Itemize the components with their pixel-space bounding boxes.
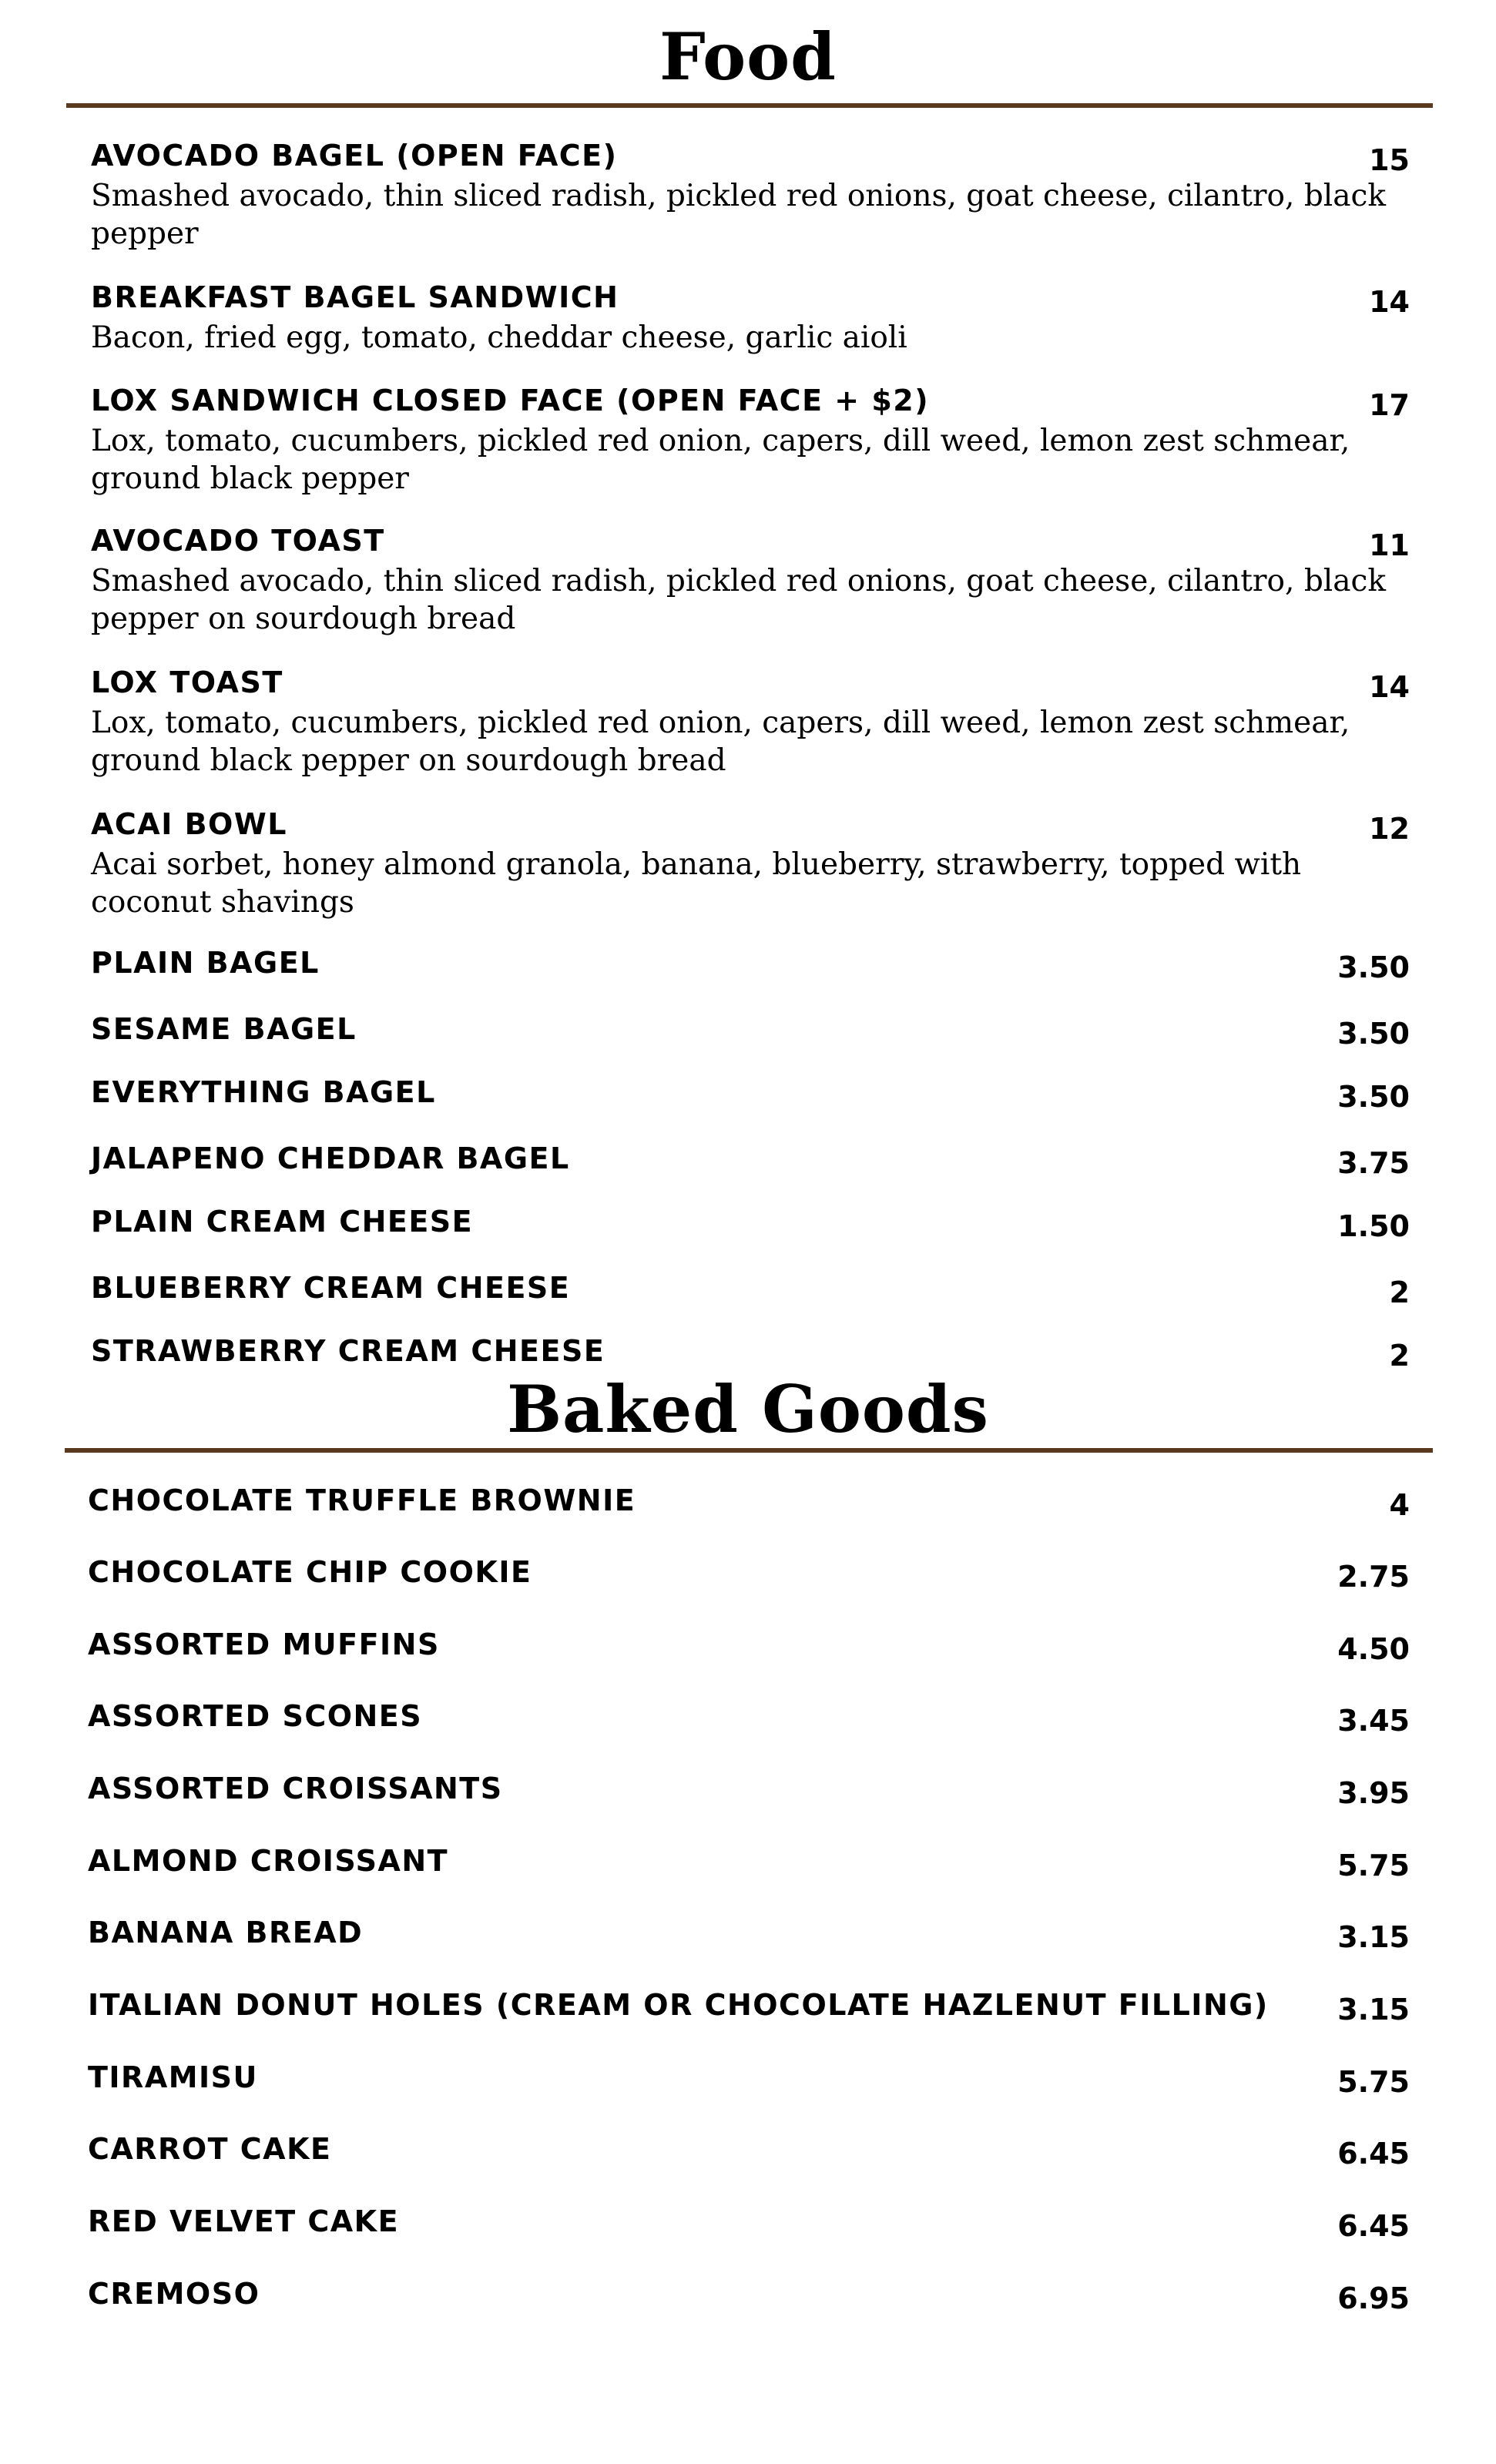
menu-item xyxy=(91,137,1410,253)
item-price: 6.95 xyxy=(1337,2281,1410,2315)
menu-item xyxy=(91,664,1410,779)
item-name: LOX TOAST xyxy=(91,665,283,699)
item-price: 4 xyxy=(1389,1488,1410,1522)
item-price: 2.75 xyxy=(1337,1560,1410,1594)
item-price: 6.45 xyxy=(1337,2209,1410,2243)
menu-item xyxy=(91,1140,1410,1180)
menu-item xyxy=(88,2275,1410,2315)
item-name: CHOCOLATE TRUFFLE BROWNIE xyxy=(88,1483,636,1517)
item-name: JALAPENO CHEDDAR BAGEL xyxy=(91,1141,570,1175)
item-description: Lox, tomato, cucumbers, pickled red onion, capers, dill weed, lemon zest schmear, ground black pepper on sourdough bread xyxy=(91,706,1350,778)
item-price: 17 xyxy=(1369,388,1410,422)
item-name: CREMOSO xyxy=(88,2277,260,2311)
menu-item xyxy=(88,1698,1410,1738)
menu-item xyxy=(88,1482,1410,1522)
menu-item xyxy=(88,1842,1410,1882)
item-name: CHOCOLATE CHIP COOKIE xyxy=(88,1555,532,1589)
item-price: 3.15 xyxy=(1337,1920,1410,1954)
item-name: AVOCADO BAGEL (OPEN FACE) xyxy=(91,139,618,173)
menu-item xyxy=(91,522,1410,638)
item-price: 3.50 xyxy=(1337,950,1410,984)
menu-item xyxy=(91,1203,1410,1243)
menu-item xyxy=(88,1554,1410,1594)
baked-goods-title: Baked Goods xyxy=(507,1371,989,1447)
item-price: 6.45 xyxy=(1337,2137,1410,2171)
item-price: 3.50 xyxy=(1337,1080,1410,1114)
item-price: 5.75 xyxy=(1337,2065,1410,2099)
menu-item xyxy=(91,1333,1410,1373)
item-price: 3.50 xyxy=(1337,1017,1410,1051)
item-name: PLAIN CREAM CHEESE xyxy=(91,1205,474,1239)
menu-item xyxy=(88,1914,1410,1954)
item-description: Smashed avocado, thin sliced radish, pickled red onions, goat cheese, cilantro, black pepper xyxy=(91,179,1386,251)
item-name: EVERYTHING BAGEL xyxy=(91,1075,436,1109)
item-name: STRAWBERRY CREAM CHEESE xyxy=(91,1334,605,1368)
item-price: 11 xyxy=(1369,528,1410,562)
item-price: 15 xyxy=(1369,143,1410,177)
item-name: ITALIAN DONUT HOLES (CREAM OR CHOCOLATE HAZLENUT FILLING) xyxy=(88,1988,1269,2022)
menu-item xyxy=(88,2203,1410,2243)
item-description: Acai sorbet, honey almond granola, banana, blueberry, strawberry, topped with coconut shavings xyxy=(91,847,1302,920)
item-price: 2 xyxy=(1389,1276,1410,1309)
item-price: 2 xyxy=(1389,1339,1410,1373)
item-price: 3.75 xyxy=(1337,1146,1410,1180)
item-name: ASSORTED MUFFINS xyxy=(88,1628,440,1661)
item-name: BANANA BREAD xyxy=(88,1916,364,1949)
item-name: CARROT CAKE xyxy=(88,2132,332,2166)
item-price: 14 xyxy=(1369,285,1410,319)
item-name: ACAI BOWL xyxy=(91,807,287,841)
item-description: Smashed avocado, thin sliced radish, pickled red onions, goat cheese, cilantro, black pepper on sourdough bread xyxy=(91,564,1386,636)
item-price: 3.45 xyxy=(1337,1704,1410,1738)
item-price: 12 xyxy=(1369,812,1410,846)
item-name: LOX SANDWICH CLOSED FACE (OPEN FACE + $2) xyxy=(91,384,930,417)
baked-goods-divider xyxy=(65,1448,1433,1453)
menu-item xyxy=(91,806,1410,921)
item-name: ALMOND CROISSANT xyxy=(88,1844,449,1878)
menu-item xyxy=(88,1770,1410,1810)
item-name: AVOCADO TOAST xyxy=(91,524,385,558)
menu-item xyxy=(88,1626,1410,1666)
menu-item xyxy=(88,1986,1410,2027)
item-name: ASSORTED CROISSANTS xyxy=(88,1772,503,1805)
menu-item xyxy=(91,1074,1410,1114)
item-description: Lox, tomato, cucumbers, pickled red onion, capers, dill weed, lemon zest schmear, ground black pepper xyxy=(91,424,1350,496)
menu-item xyxy=(91,279,1410,357)
menu-item xyxy=(91,1269,1410,1309)
item-price: 3.95 xyxy=(1337,1776,1410,1810)
item-name: BREAKFAST BAGEL SANDWICH xyxy=(91,280,619,314)
item-price: 1.50 xyxy=(1337,1209,1410,1243)
item-price: 4.50 xyxy=(1337,1632,1410,1666)
item-name: PLAIN BAGEL xyxy=(91,946,320,980)
item-name: SESAME BAGEL xyxy=(91,1012,357,1046)
food-title: Food xyxy=(659,18,837,95)
menu-item xyxy=(91,944,1410,984)
item-name: BLUEBERRY CREAM CHEESE xyxy=(91,1271,571,1305)
item-price: 5.75 xyxy=(1337,1849,1410,1882)
item-description: Bacon, fried egg, tomato, cheddar cheese, garlic aioli xyxy=(91,320,907,355)
item-price: 14 xyxy=(1369,670,1410,704)
menu-item xyxy=(91,382,1410,498)
item-name: RED VELVET CAKE xyxy=(88,2204,400,2238)
item-name: ASSORTED SCONES xyxy=(88,1699,423,1733)
menu-item xyxy=(91,1011,1410,1051)
menu-item xyxy=(88,2130,1410,2171)
menu-item xyxy=(88,2059,1410,2099)
item-name: TIRAMISU xyxy=(88,2060,258,2094)
item-price: 3.15 xyxy=(1337,1993,1410,2027)
food-divider xyxy=(66,103,1433,108)
